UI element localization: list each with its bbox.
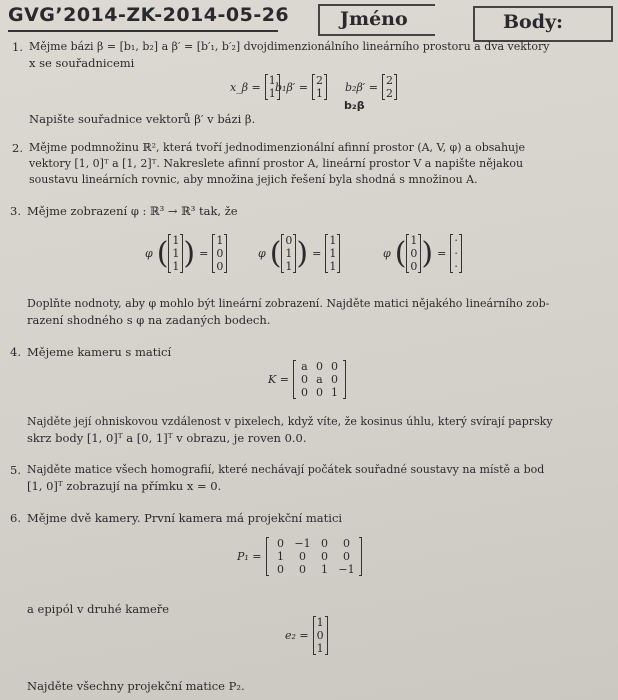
vector-b2	[345, 74, 397, 100]
vector-b2-label: b₂β′ =	[345, 80, 379, 94]
handwritten-note: b₂β	[344, 99, 365, 112]
problem-1-line-3: Napište souřadnice vektorů β′ v bázi β.	[29, 112, 256, 126]
problem-5-line-1: Najděte matice všech homografií, které nechávají počátek souřadné soustavy na místě a bod	[27, 463, 545, 476]
problem-2-number: 2.	[12, 141, 23, 155]
problem-6-line-1: Mějme dvě kamery. První kamera má projekční matici	[27, 511, 343, 525]
matrix-P1	[237, 537, 362, 576]
vector-x	[230, 74, 280, 100]
mapping-1: φ ( 1 1 1 ) = 1 0 0	[145, 234, 227, 273]
problem-6-line-2: a epipól v druhé kameře	[27, 602, 170, 616]
vector-x-matrix: 1 1	[265, 74, 280, 100]
matrix-K	[268, 360, 346, 399]
problem-3-line-1: Mějme zobrazení φ : ℝ³ → ℝ³ tak, že	[27, 204, 238, 218]
problem-5-number: 5.	[10, 463, 21, 477]
matrix-P1-label: P₁ =	[237, 550, 262, 563]
vector-e2-matrix: 1 0 1	[313, 616, 328, 655]
problem-1-line-1: Mějme bázi β = [b₁, b₂] a β′ = [b′₁, b′₂] dvojdimenzionálního lineárního prostoru a dva vektory	[29, 40, 550, 53]
exam-title: GVG’2014-ZK-2014-05-26	[8, 4, 290, 26]
name-label: Jméno	[340, 8, 408, 30]
problem-5-line-2: [1, 0]ᵀ zobrazují na přímku x = 0.	[27, 479, 222, 493]
mapping-2-input: 0 1 1	[281, 234, 296, 273]
name-box	[318, 4, 435, 36]
problem-2-line-2: vektory [1, 0]ᵀ a [1, 2]ᵀ. Nakreslete afinní prostor A, lineární prostor V a napište nějakou	[29, 157, 524, 170]
mapping-1-input: 1 1 1	[168, 234, 183, 273]
problem-3-number: 3.	[10, 204, 21, 218]
mapping-2-output: 1 1 1	[325, 234, 340, 273]
mapping-3-output: · · ·	[450, 234, 462, 273]
mapping-3: φ ( 1 0 0 ) = · · ·	[383, 234, 462, 273]
mapping-3-input: 1 0 0	[406, 234, 421, 273]
problem-4-line-1: Mějeme kameru s maticí	[27, 345, 172, 359]
points-label: Body:	[503, 11, 564, 33]
matrix-P1-values: 0 −1 0 0 1 0 0 0 0 0 1 −1	[266, 537, 362, 576]
problem-1-line-2: x se souřadnicemi	[29, 56, 135, 70]
problem-6-number: 6.	[10, 511, 21, 525]
matrix-K-label: K =	[268, 373, 289, 386]
problem-4-line-2: Najděte její ohniskovou vzdálenost v pixelech, když víte, že kosinus úhlu, který svírají paprsky	[27, 415, 553, 428]
vector-e2-label: e₂ =	[285, 629, 309, 642]
points-box	[473, 6, 613, 42]
vector-b2-matrix: 2 2	[382, 74, 397, 100]
vector-b1-label: b₁β′ =	[275, 80, 309, 94]
problem-2-line-3: soustavu lineárních rovnic, aby množina jejich řešení byla shodná s množinou A.	[29, 173, 478, 186]
problem-2-line-1: Mějme podmnožinu ℝ², která tvoří jednodimenzionální afinní prostor (A, V, φ) a obsahuje	[29, 141, 526, 154]
problem-4-line-3: skrz body [1, 0]ᵀ a [0, 1]ᵀ v obrazu, je roven 0.0.	[27, 431, 307, 445]
problem-1-number: 1.	[12, 40, 23, 54]
vector-b1-matrix: 2 1	[312, 74, 327, 100]
problem-4-number: 4.	[10, 345, 21, 359]
problem-6-line-3: Najděte všechny projekční matice P₂.	[27, 679, 245, 693]
title-underline	[8, 30, 278, 32]
matrix-K-values: a 0 0 0 a 0 0 0 1	[293, 360, 346, 399]
problem-3-line-2: Doplňte nodnoty, aby φ mohlo být lineární zobrazení. Najděte matici nějakého lineárního zob-	[27, 297, 550, 310]
mapping-1-output: 1 0 0	[212, 234, 227, 273]
vector-b1	[275, 74, 327, 100]
vector-e2	[285, 616, 328, 655]
problem-3-line-3: razení shodného s φ na zadaných bodech.	[27, 313, 271, 327]
vector-x-label: x_β =	[230, 80, 261, 94]
mapping-2: φ ( 0 1 1 ) = 1 1 1	[258, 234, 340, 273]
